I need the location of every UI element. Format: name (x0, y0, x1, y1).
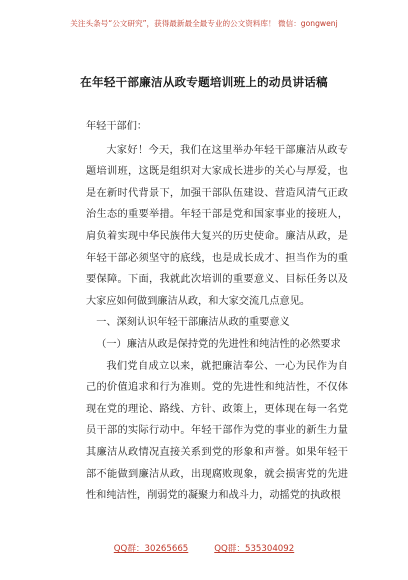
footer (0, 542, 408, 554)
sub-heading: （一）廉洁从政是保持党的先进性和纯洁性的必然要求 (96, 338, 341, 350)
document-body (86, 116, 348, 507)
opening-paragraph: 大家好！今天，我们在这里举办年轻干部廉洁从政专题培训班，这既是组织对大家成长进步的关心与厚爱，也是在新时代背景下，加强干部队伍建设、营造风清气正政治生态的重要举措。年轻干部是党和国家事业的接班人，肩负着实现中华民族伟大复兴的历史使命。廉洁从政，是年轻干部必须坚守的底线，也是成长成才、担当作为的重要保障。下面，我就此次培训的重要意义、目标任务以及大家应如何做到廉洁从政，和大家交流几点意见。 (86, 144, 348, 307)
body-paragraph: 我们党自成立以来，就把廉洁奉公、一心为民作为自己的价值追求和行为准则。党的先进性和纯洁性，不仅体现在党的理论、路线、方针、政策上，更体现在每一名党员干部的实际行动中。年轻干部作为党的事业的新生力量其廉洁从政情况直接关系到党的形象和声誉。如果年轻干部不能做到廉洁从政，出现腐败现象，就会损害党的先进性和纯洁性，削弱党的凝聚力和战斗力，动摇党的执政根 (86, 360, 348, 502)
qq-group-2[interactable]: QQ群：535304092 (214, 544, 295, 554)
section-heading: 一、深刻认识年轻干部廉洁从政的重要意义 (96, 317, 290, 329)
top-banner: 关注头条号“公文研究”，获得最新最全最专业的公文资料库！ 微信：gongwenj (70, 19, 338, 28)
qq-group-1[interactable]: QQ群：30265665 (113, 544, 189, 554)
document-title: 在年轻干部廉洁从政专题培训班上的动员讲话稿 (80, 75, 328, 89)
salutation: 年轻干部们： (86, 121, 148, 132)
